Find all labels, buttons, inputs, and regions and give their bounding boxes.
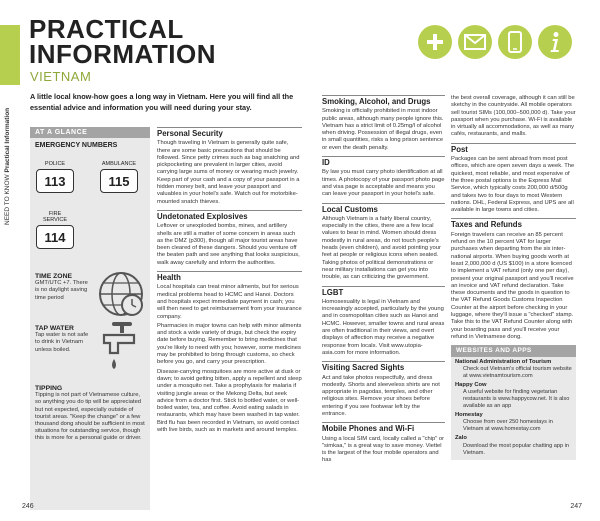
tipping-title: TIPPING — [35, 385, 63, 392]
web-item-desc: Check out Vietnam's official tourism website at www.vietnamtourism.com — [463, 365, 572, 379]
tapwater-text: Tap water is not safe to drink in Vietnam unless boiled. — [35, 332, 89, 353]
fire-label: FIRE SERVICE — [42, 211, 68, 223]
text-lgbt: Homosexuality is legal in Vietnam and increasingly accepted, particularly by the young and in cosmopolitan cities such as Hanoi and HCMC. However, smaller towns and rural areas are often traditional in their views, and overt displays of affection may receive a negative response from locals. Visit www.utopia-asia.com for more information. — [322, 298, 445, 356]
text-phones: Using a local SIM card, locally called a "chip" or "simkaa," is a great way to save money. Viettel is the largest of the four mobile operators and has — [322, 435, 445, 464]
tipping-block — [35, 385, 147, 443]
heading-explosives: Undetonated Explosives — [157, 210, 302, 220]
text-security: Though traveling in Vietnam is generally quite safe, there are some basic precautions that should be followed. Since petty crimes such as bag snatching and pickpocketing are prevalent in larger cities, avoid carrying large sums of money or wearing much jewelry. Keep part of your cash and a copy of your passport in a hidden money belt, and leave your passport and valuables in your hotel's safe. Watch out for motorbike-mounted snatch thieves. — [157, 140, 300, 205]
web-item-name: Zalo — [455, 435, 467, 442]
web-item-desc: Download the most popular chatting app in Vietnam. — [463, 442, 570, 456]
heading-security: Personal Security — [157, 127, 302, 137]
page-number-left: 246 — [22, 503, 34, 510]
timezone-title: TIME ZONE — [35, 273, 73, 280]
envelope-icon — [458, 25, 492, 59]
web-item-desc: A useful website for finding vegetarian restaurants is www.happycow.net. It is also available as an app — [463, 389, 570, 410]
web-item-name: Homestay — [455, 412, 483, 419]
heading-customs: Local Customs — [322, 203, 445, 213]
section-tab — [0, 25, 20, 85]
side-label — [4, 95, 16, 225]
police-label: POLICE — [44, 161, 66, 167]
websites-apps-box — [451, 345, 576, 459]
plus-icon — [418, 25, 452, 59]
page-subtitle: VIETNAM — [30, 69, 92, 84]
police-number: 113 — [36, 169, 74, 193]
globe-clock-icon — [96, 269, 146, 324]
fire-number: 114 — [36, 225, 74, 249]
side-label-section: Practical Information — [4, 107, 11, 173]
title-line1: PRACTICAL — [29, 14, 184, 44]
ambulance-box — [100, 155, 138, 193]
header-icons — [418, 25, 572, 59]
ambulance-number: 115 — [100, 169, 138, 193]
timezone-block — [35, 273, 93, 302]
at-a-glance-box — [30, 127, 150, 510]
heading-smoking: Smoking, Alcohol, and Drugs — [322, 95, 445, 105]
heading-taxes: Taxes and Refunds — [451, 218, 576, 228]
text-id: By law you must carry photo identification at all times. A photocopy of your passport photo page and visa page is acceptable and means you can leave your passport in your hotel's safe. — [322, 169, 445, 198]
emergency-title: EMERGENCY NUMBERS — [35, 142, 118, 149]
text-sacred: Act and take photos respectfully, and dress modestly. Shorts and sleeveless shirts are not appropriate in pagodas, temples, and other religious sites. Remove your shoes before entering if you see footwear left by the entrance. — [322, 374, 440, 417]
tap-icon — [96, 319, 146, 380]
web-item-name: National Administration of Tourism — [455, 358, 552, 365]
page-number-right: 247 — [570, 503, 582, 510]
tipping-text: Tipping is not part of Vietnamese culture, so anything you do tip will be appreciated but not expected, especially outside of tourist areas. "Keep the change" or a few thousand dong should be sufficient in most situations for outstanding service, though this is more for a personal guide or driver. — [35, 392, 145, 442]
tapwater-block — [35, 325, 93, 354]
text-health-3: Disease-carrying mosquitoes are more active at dusk or dawn; to avoid getting bitten, apply a repellent and sleep under a mosquito net. Take a prophylaxis for malaria if visiting jungle areas or the Mekong Delta, but seek advice from a doctor first. Stick to bottled water, or well-boiled water, tea, and coffee. Avoid eating salads in restaurants, which may have been washed in tap water. Bird flu has been recorded in Vietnam, so avoid contact with live birds, such as in markets and around temples. — [157, 368, 302, 433]
text-phones-cont: the best overall coverage, although it can still be sketchy in the countryside. All mobile operators sell tourist SIMs (100,000–500,000 d). Take your passport when you purchase. Wi-Fi is available in virtually all accommodations, as well as many cafés, restaurants, and malls. — [451, 95, 576, 138]
ambulance-label: AMBULANCE — [101, 161, 137, 167]
title-line2: INFORMATION — [29, 39, 216, 69]
column-post-taxes — [451, 95, 576, 460]
text-taxes: Foreign travelers can receive an 85 percent refund on the 10 percent VAT for larger purchases when departing from the six inter-national airports. When buying goods worth at least 2,000,000 d (US $100) in a store licenced to implement a VAT refund (only one per day), present your original passport and you'll receive an invoice and VAT refund declaration. Take these documents and the goods in question to the VAT Refund Goods Customs Inspection Counter at the airport before checking in your luggage, where they'll issue a "checked" stamp. Take this to the VAT Refund Counter along with your boarding pass and you'll receive your refund in Vietnamese dong. — [451, 231, 574, 340]
text-smoking: Smoking is officially prohibited in most indoor public areas, although many people ignore this. Vietnam has a strict limit of 0.25mg/l of alcohol when driving. Possession of illegal drugs, even in small quantities, risks a long prison sentence or even the death penalty. — [322, 108, 444, 151]
tapwater-title: TAP WATER — [35, 325, 74, 332]
info-icon — [538, 25, 572, 59]
glance-heading: AT A GLANCE — [30, 127, 150, 138]
heading-id: ID — [322, 156, 445, 166]
text-health-1: Local hospitals can treat minor ailments, but for serious medical problems head to HCMC and Hanoi. Doctors and hospitals expect immediate payment in cash; you will then need to get reimbursement from your insurance company. — [157, 284, 302, 320]
websites-heading: WEBSITES AND APPS — [451, 345, 576, 356]
emergency-numbers — [30, 151, 150, 251]
text-health-2: Pharmacies in major towns can help with minor ailments and stock a wide variety of drugs, but check the expiry date before buying. Remember to bring medicines that you're likely to need with you; however, some medicines may be prohibited to bring through customs, so check before you go, and carry your prescription. — [157, 322, 302, 366]
heading-lgbt: LGBT — [322, 286, 445, 296]
phone-icon — [498, 25, 532, 59]
web-item-desc: Choose from over 250 homestays in Vietnam at www.homestay.com — [463, 419, 553, 433]
fire-box — [36, 211, 74, 249]
heading-phones: Mobile Phones and Wi-Fi — [322, 422, 445, 432]
timezone-text: GMT/UTC +7. There is no daylight saving time period — [35, 280, 88, 301]
heading-health: Health — [157, 271, 302, 281]
web-item-name: Happy Cow — [455, 381, 487, 388]
heading-sacred: Visiting Sacred Sights — [322, 361, 445, 371]
heading-post: Post — [451, 143, 576, 153]
text-post: Packages can be sent abroad from most post offices, which are open seven days a week. The quickest, most reliable, and most expensive of the three postal options is the Express Mail Service, which typically costs 200,000 d/500g and takes two to four days to most Western nations. DHL, Federal Express, and UPS are all available in large towns and cities. — [451, 156, 575, 214]
text-explosives: Leftover or unexploded bombs, mines, and artillery shells are still a matter of some concern in areas such as the DMZ (p300), though all major tourist areas have been cleared of these dangers. Should you venture off the beaten path and see anything that looks suspicious, walk away carefully and inform the authorities. — [157, 223, 300, 266]
side-label-prefix: NEED TO KNOW — [4, 174, 11, 225]
column-security-health — [157, 127, 302, 436]
column-customs — [322, 95, 445, 467]
page-title — [29, 14, 216, 69]
intro-text: A little local know-how goes a long way in Vietnam. Here you will find all the essential advice and information you will need during your stay. — [30, 92, 294, 112]
police-box — [36, 155, 74, 193]
text-customs: Although Vietnam is a fairly liberal country, especially in the cities, there are a few local values to bear in mind. Women should dress modestly in rural areas, do not touch people's heads (even children), and avoid pointing your feet at people or religious icons when seated. Taking photos of political demonstrations or near military installations can get you into trouble, as can criticizing the government. — [322, 215, 441, 281]
